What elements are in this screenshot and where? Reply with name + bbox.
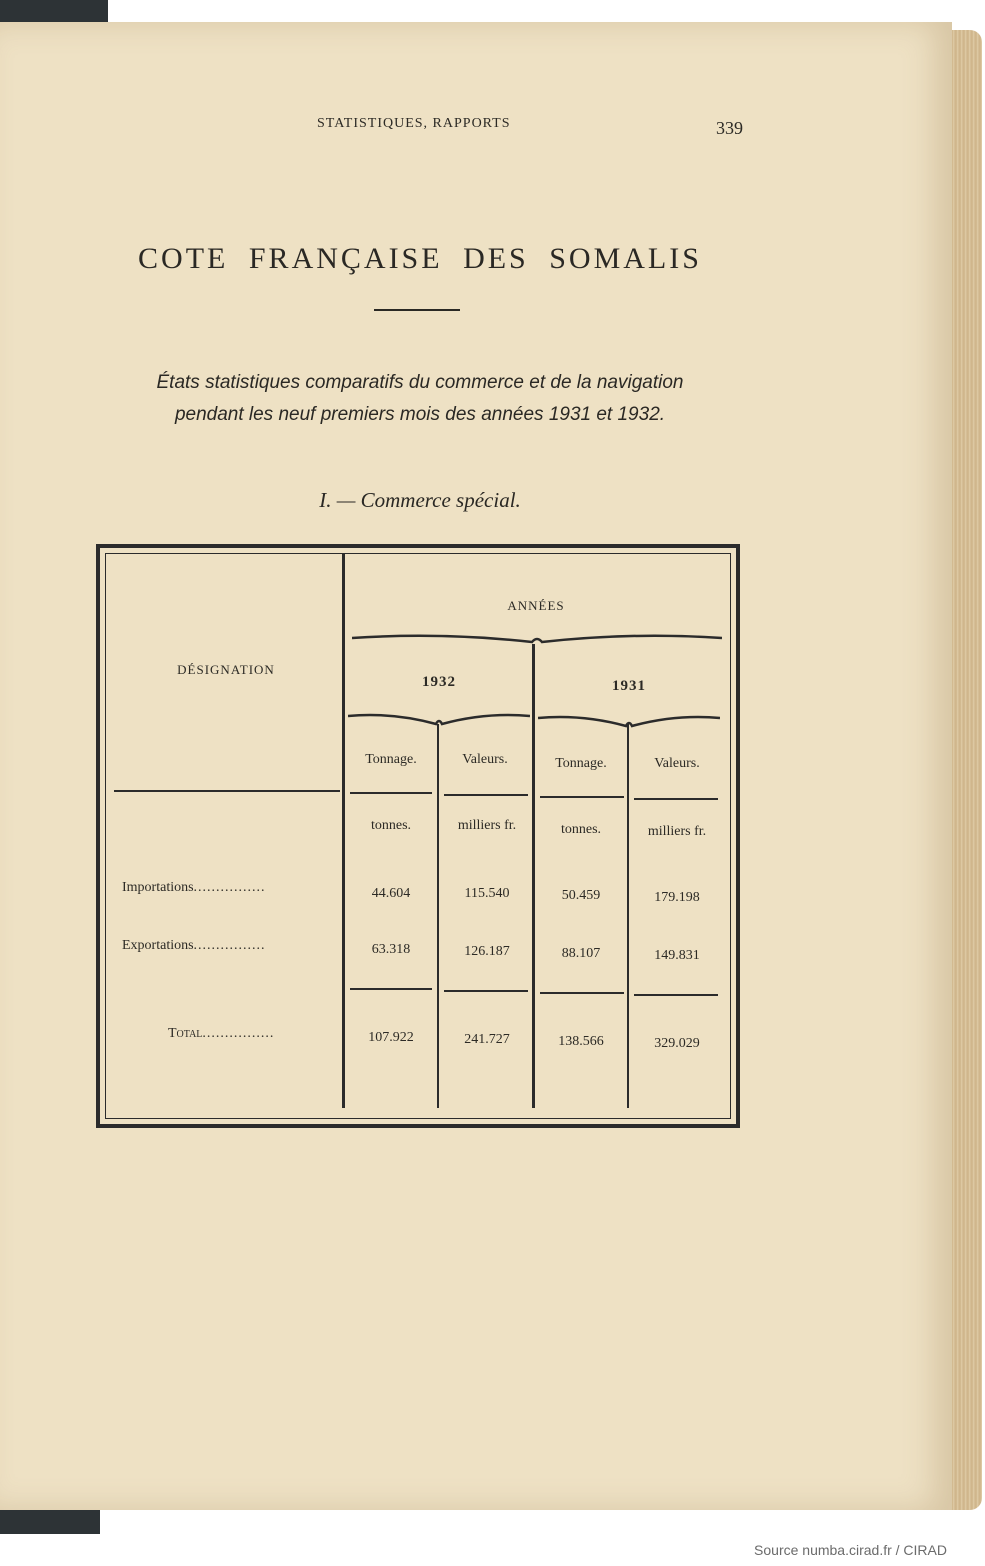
year-1931: 1931 [612, 678, 646, 694]
page-number: 339 [716, 118, 743, 138]
col-header-valeurs-1932: Valeurs. [462, 752, 508, 767]
book-page [0, 22, 952, 1510]
designation-rule [114, 790, 340, 792]
cell-imp-tonnage-1931: 50.459 [561, 888, 601, 903]
subtitle-line-1: États statistiques comparatifs du commerce et de la navigation [156, 372, 684, 393]
year-1932: 1932 [422, 674, 456, 690]
col-divider-1932 [437, 724, 439, 1108]
page-title: COTE FRANÇAISE DES SOMALIS [138, 242, 702, 275]
brace-1931 [538, 714, 720, 730]
scan-border-top [0, 0, 108, 22]
cell-total-tonnage-1931: 138.566 [558, 1034, 604, 1049]
cell-total-tonnage-1932: 107.922 [368, 1030, 414, 1045]
cell-exp-valeurs-1931: 149.831 [654, 948, 700, 963]
title-rule [374, 309, 460, 311]
table-inner-border [105, 553, 731, 1119]
unit-tonnes-1931: tonnes. [560, 822, 602, 837]
unit-milliers-1932: milliers fr. [457, 818, 517, 833]
rule-valeurs-1931 [634, 798, 718, 800]
cell-imp-tonnage-1932: 44.604 [371, 886, 411, 901]
row-label-importations [122, 880, 266, 896]
cell-total-valeurs-1931: 329.029 [654, 1036, 700, 1051]
years-brace [352, 632, 722, 648]
leader-dots: ................ [193, 938, 266, 953]
row-label-text: Importations [122, 880, 194, 895]
cell-total-valeurs-1932: 241.727 [464, 1032, 510, 1047]
statistics-table [96, 544, 740, 1128]
total-rule-2 [444, 990, 528, 992]
source-credit: Source numba.cirad.fr / CIRAD [754, 1542, 947, 1558]
years-header: ANNÉES [507, 598, 565, 613]
col-header-tonnage-1931: Tonnage. [555, 756, 607, 771]
col-header-tonnage-1932: Tonnage. [365, 752, 417, 767]
subtitle-line-2: pendant les neuf premiers mois des années 1931 et 1932. [174, 404, 666, 425]
leader-dots: ................ [193, 880, 266, 895]
rule-valeurs-1932 [444, 794, 528, 796]
total-rule-4 [634, 994, 718, 996]
cell-imp-valeurs-1932: 115.540 [464, 886, 510, 901]
row-label-text: Exportations [122, 938, 194, 953]
col-header-valeurs-1931: Valeurs. [654, 756, 700, 771]
total-rule-1 [350, 988, 432, 990]
row-label-exportations [122, 938, 266, 954]
running-title: STATISTIQUES, RAPPORTS [317, 116, 511, 131]
unit-tonnes-1932: tonnes. [370, 818, 412, 833]
total-rule-3 [540, 992, 624, 994]
row-label-total [168, 1026, 274, 1042]
cell-imp-valeurs-1931: 179.198 [654, 890, 700, 905]
brace-1932 [348, 712, 530, 728]
cell-exp-tonnage-1931: 88.107 [561, 946, 601, 961]
row-label-text: Total [168, 1026, 203, 1041]
section-title: I. — Commerce spécial. [319, 488, 521, 512]
rule-tonnage-1932 [350, 792, 432, 794]
col-divider-1931 [627, 724, 629, 1108]
leader-dots: ................ [202, 1026, 275, 1041]
unit-milliers-1931: milliers fr. [647, 824, 707, 839]
col-divider-designation [342, 554, 345, 1108]
cell-exp-tonnage-1932: 63.318 [371, 942, 411, 957]
rule-tonnage-1931 [540, 796, 624, 798]
cell-exp-valeurs-1932: 126.187 [464, 944, 510, 959]
designation-header: DÉSIGNATION [177, 662, 275, 677]
